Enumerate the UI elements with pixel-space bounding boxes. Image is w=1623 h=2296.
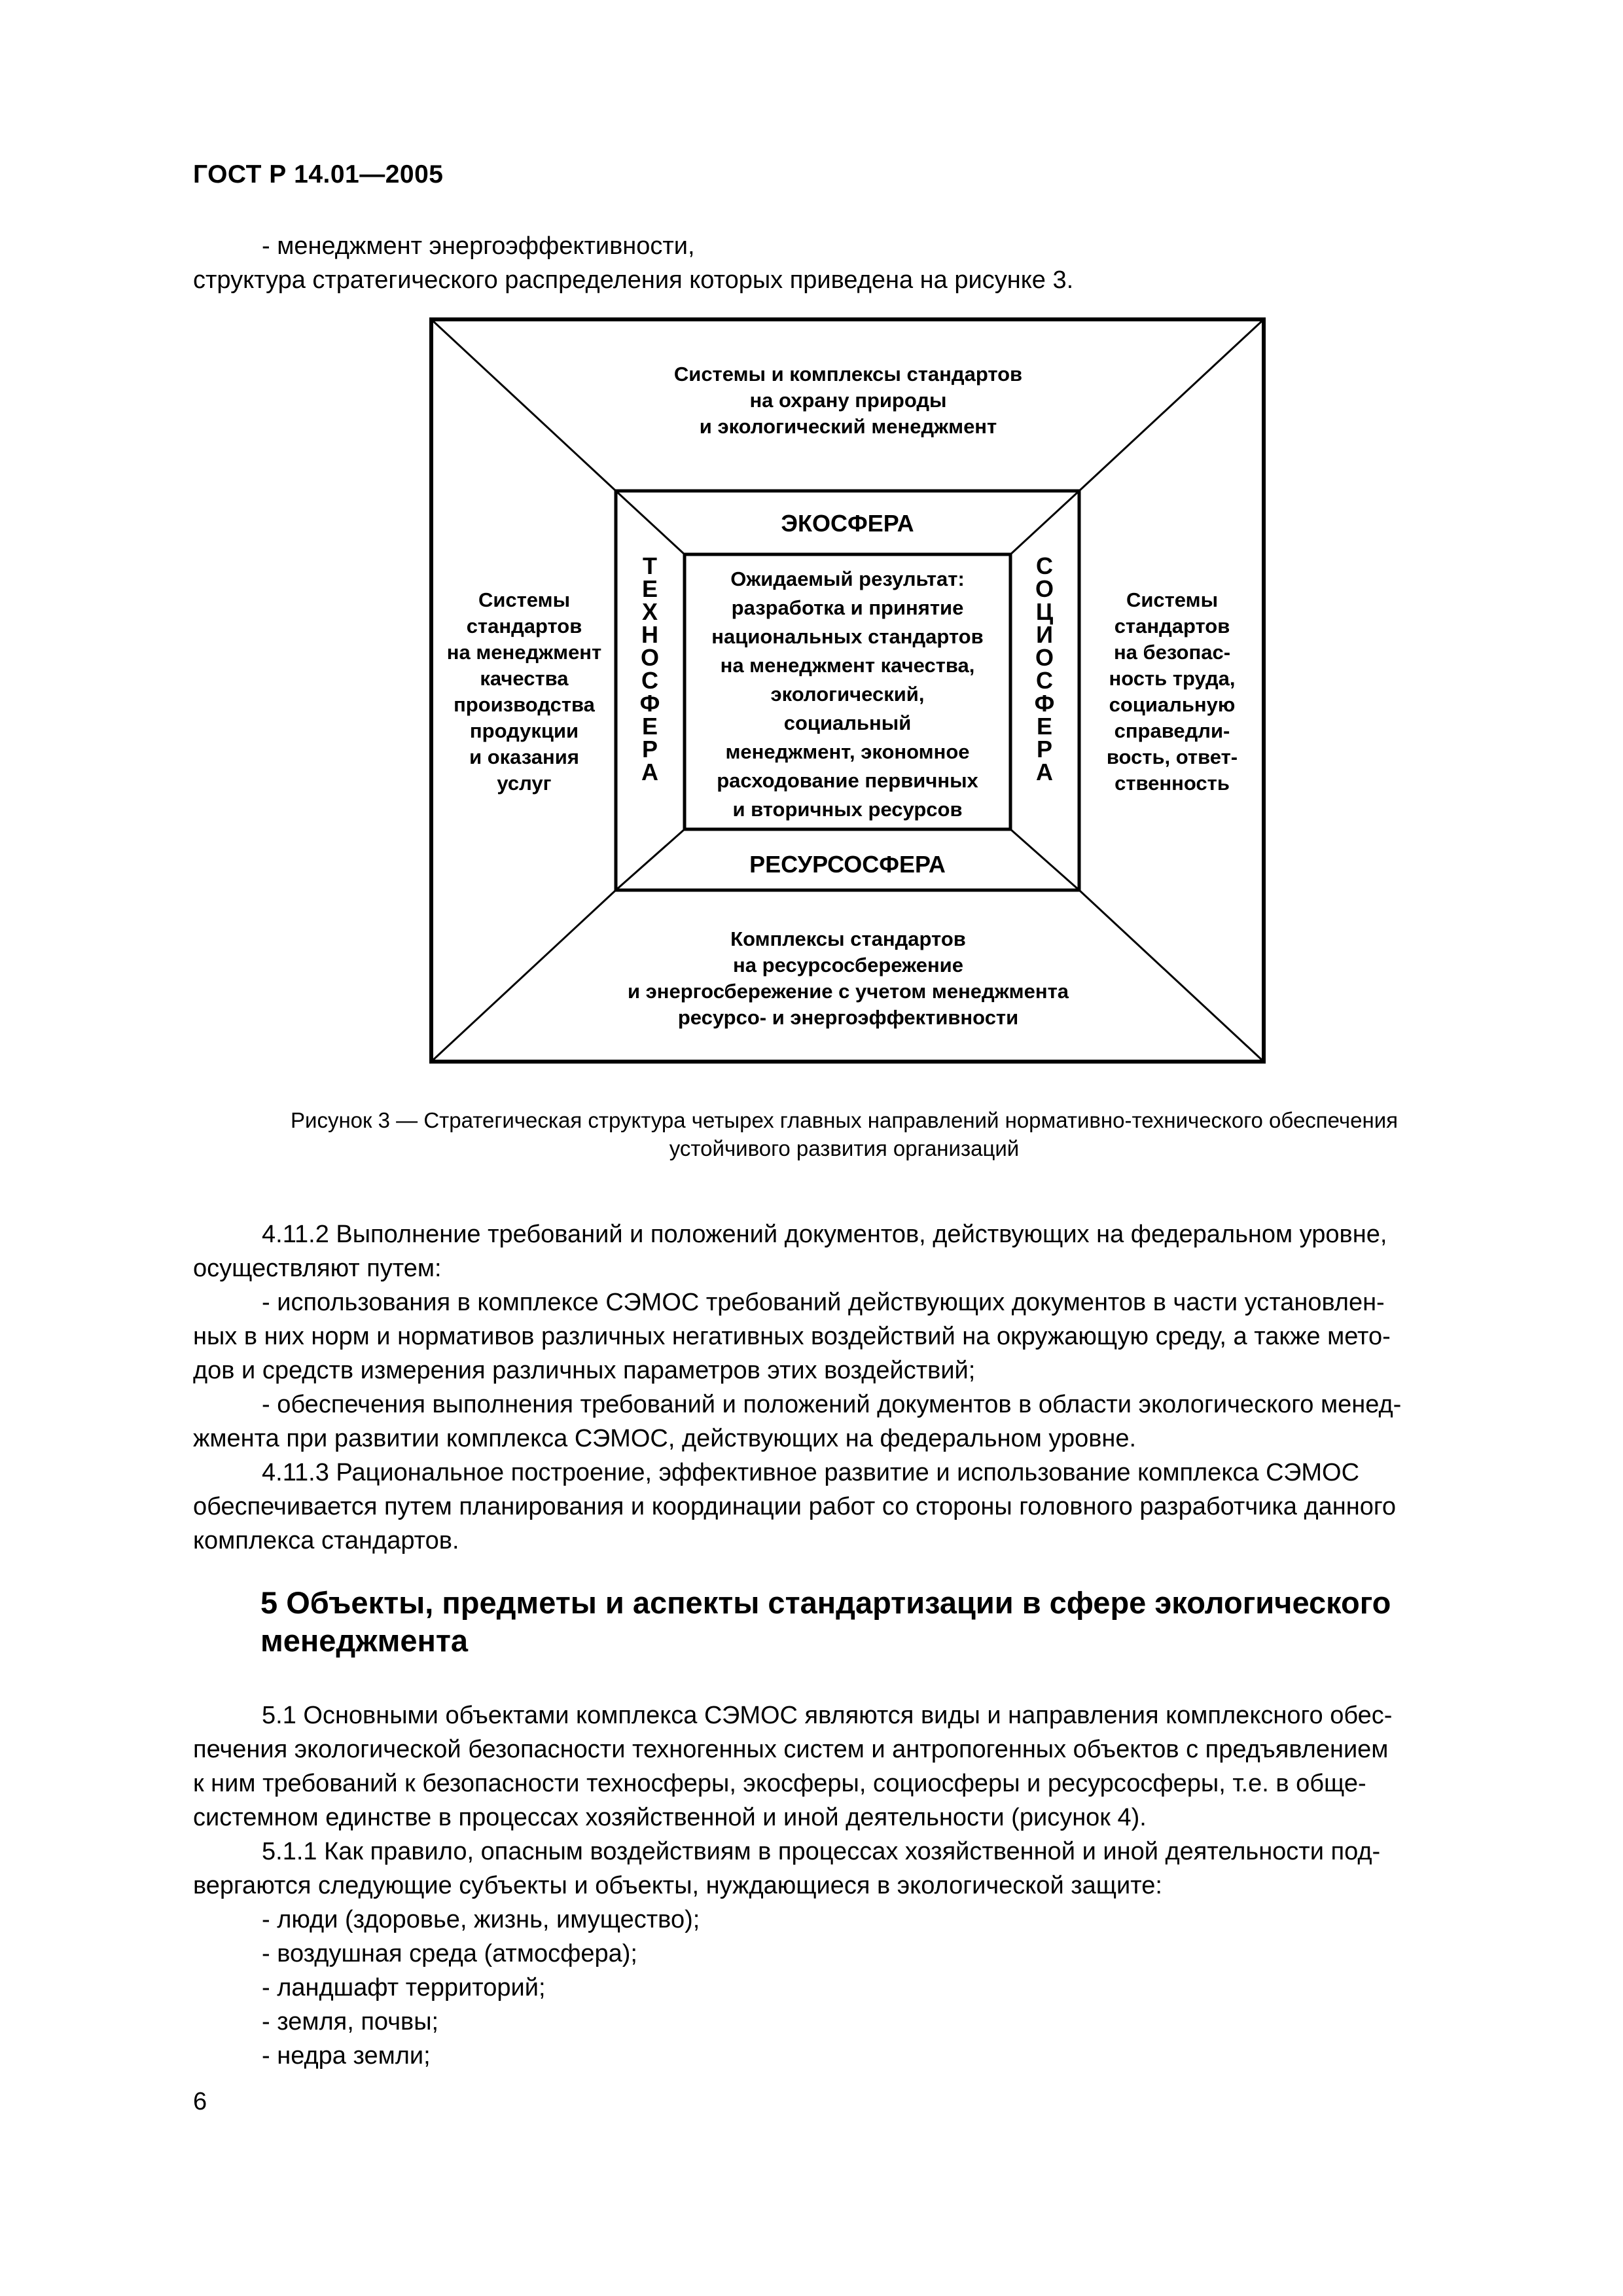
list-item: - земля, почвы;	[262, 2008, 439, 2036]
paragraph-line: 5.1.1 Как правило, опасным воздействиям в процессах хозяйственной и иной деятельности под-	[262, 1838, 1381, 1865]
paragraph-line: - обеспечения выполнения требований и положений документов в области экологического менед-	[262, 1391, 1402, 1418]
intro-paragraph	[193, 229, 1495, 297]
nature-protection-standards-text: Системы и комплексы стандартов на охрану природы и экологический менеджмент	[673, 363, 1023, 438]
intro-line: - менеджмент энергоэффективности,	[262, 232, 695, 260]
paragraph-line: комплекса стандартов.	[193, 1527, 459, 1554]
list-item: - недра земли;	[262, 2042, 431, 2070]
paragraph-line: 4.11.2 Выполнение требований и положений документов, действующих на федеральном уровне,	[262, 1221, 1387, 1248]
list-item: - ландшафт территорий;	[262, 1974, 546, 2001]
paragraph-line: осуществляют путем:	[193, 1255, 442, 1282]
list-item: - воздушная среда (атмосфера);	[262, 1940, 637, 1967]
paragraph-line: системном единстве в процессах хозяйственной и иной деятельности (рисунок 4).	[193, 1804, 1147, 1831]
paragraph-line: обеспечивается путем планирования и координации работ со стороны головного разработчика данного	[193, 1493, 1397, 1520]
paragraph-line: печения экологической безопасности техногенных систем и антропогенных объектов с предъявлением	[193, 1736, 1389, 1763]
ecosphere-label: ЭКОСФЕРА	[781, 510, 914, 537]
resource-saving-standards-text: Комплексы стандартов на ресурсосбережение и энергосбережение с учетом менеджмента ресурсо- и энергоэффективности	[627, 927, 1069, 1029]
page-number: 6	[193, 2088, 207, 2115]
technosphere-label: Т Е Х Н О С Ф Е Р А	[639, 552, 660, 785]
paragraph-line: дов и средств измерения различных параметров этих воздействий;	[193, 1357, 976, 1384]
section-5-title: 5 Объекты, предметы и аспекты стандартизации в сфере экологического менеджмента	[260, 1585, 1391, 1658]
section-5-paragraphs	[193, 1698, 1495, 2073]
list-item: - люди (здоровье, жизнь, имущество);	[262, 1906, 700, 1933]
paragraph-line: жмента при развитии комплекса СЭМОС, действующих на федеральном уровне.	[193, 1425, 1137, 1452]
paragraph-line: ных в них норм и нормативов различных негативных воздействий на окружающую среду, а также мето-	[193, 1323, 1391, 1350]
labor-safety-standards-text: Системы стандартов на безопас- ность труда, социальную справедли- вость, ответ- ственность	[1106, 588, 1238, 795]
paragraph-line: вергаются следующие субъекты и объекты, нуждающиеся в экологической защите:	[193, 1872, 1162, 1899]
section-4-11-paragraphs	[193, 1217, 1495, 1558]
intro-line: структура стратегического распределения которых приведена на рисунке 3.	[193, 266, 1074, 294]
paragraph-line: - использования в комплексе СЭМОС требований действующих документов в части установлен-	[262, 1289, 1385, 1316]
document-header: ГОСТ Р 14.01—2005	[193, 160, 444, 188]
quality-management-standards-text: Системы стандартов на менеджмент качества производства продукции и оказания услуг	[446, 588, 602, 795]
resourcesphere-label: РЕСУРСОСФЕРА	[749, 851, 946, 878]
paragraph-line: 4.11.3 Рациональное построение, эффективное развитие и использование комплекса СЭМОС	[262, 1459, 1360, 1486]
sociosphere-label: С О Ц И О С Ф Е Р А	[1034, 552, 1055, 785]
strategic-structure-diagram	[429, 317, 1266, 1064]
figure-caption: Рисунок 3 — Стратегическая структура четырех главных направлений нормативно-технического обеспечения устойчивого развития организаций	[291, 1108, 1398, 1160]
paragraph-line: 5.1 Основными объектами комплекса СЭМОС являются виды и направления комплексного обес-	[262, 1702, 1393, 1729]
expected-result-text: Ожидаемый результат: разработка и принятие национальных стандартов на менеджмент качества, экологический, социальный менеджмент, экономное расходование первичных и вторичных ресурсов	[711, 567, 984, 821]
paragraph-line: к ним требований к безопасности техносферы, экосферы, социосферы и ресурсосферы, т.е. в обще-	[193, 1770, 1366, 1797]
